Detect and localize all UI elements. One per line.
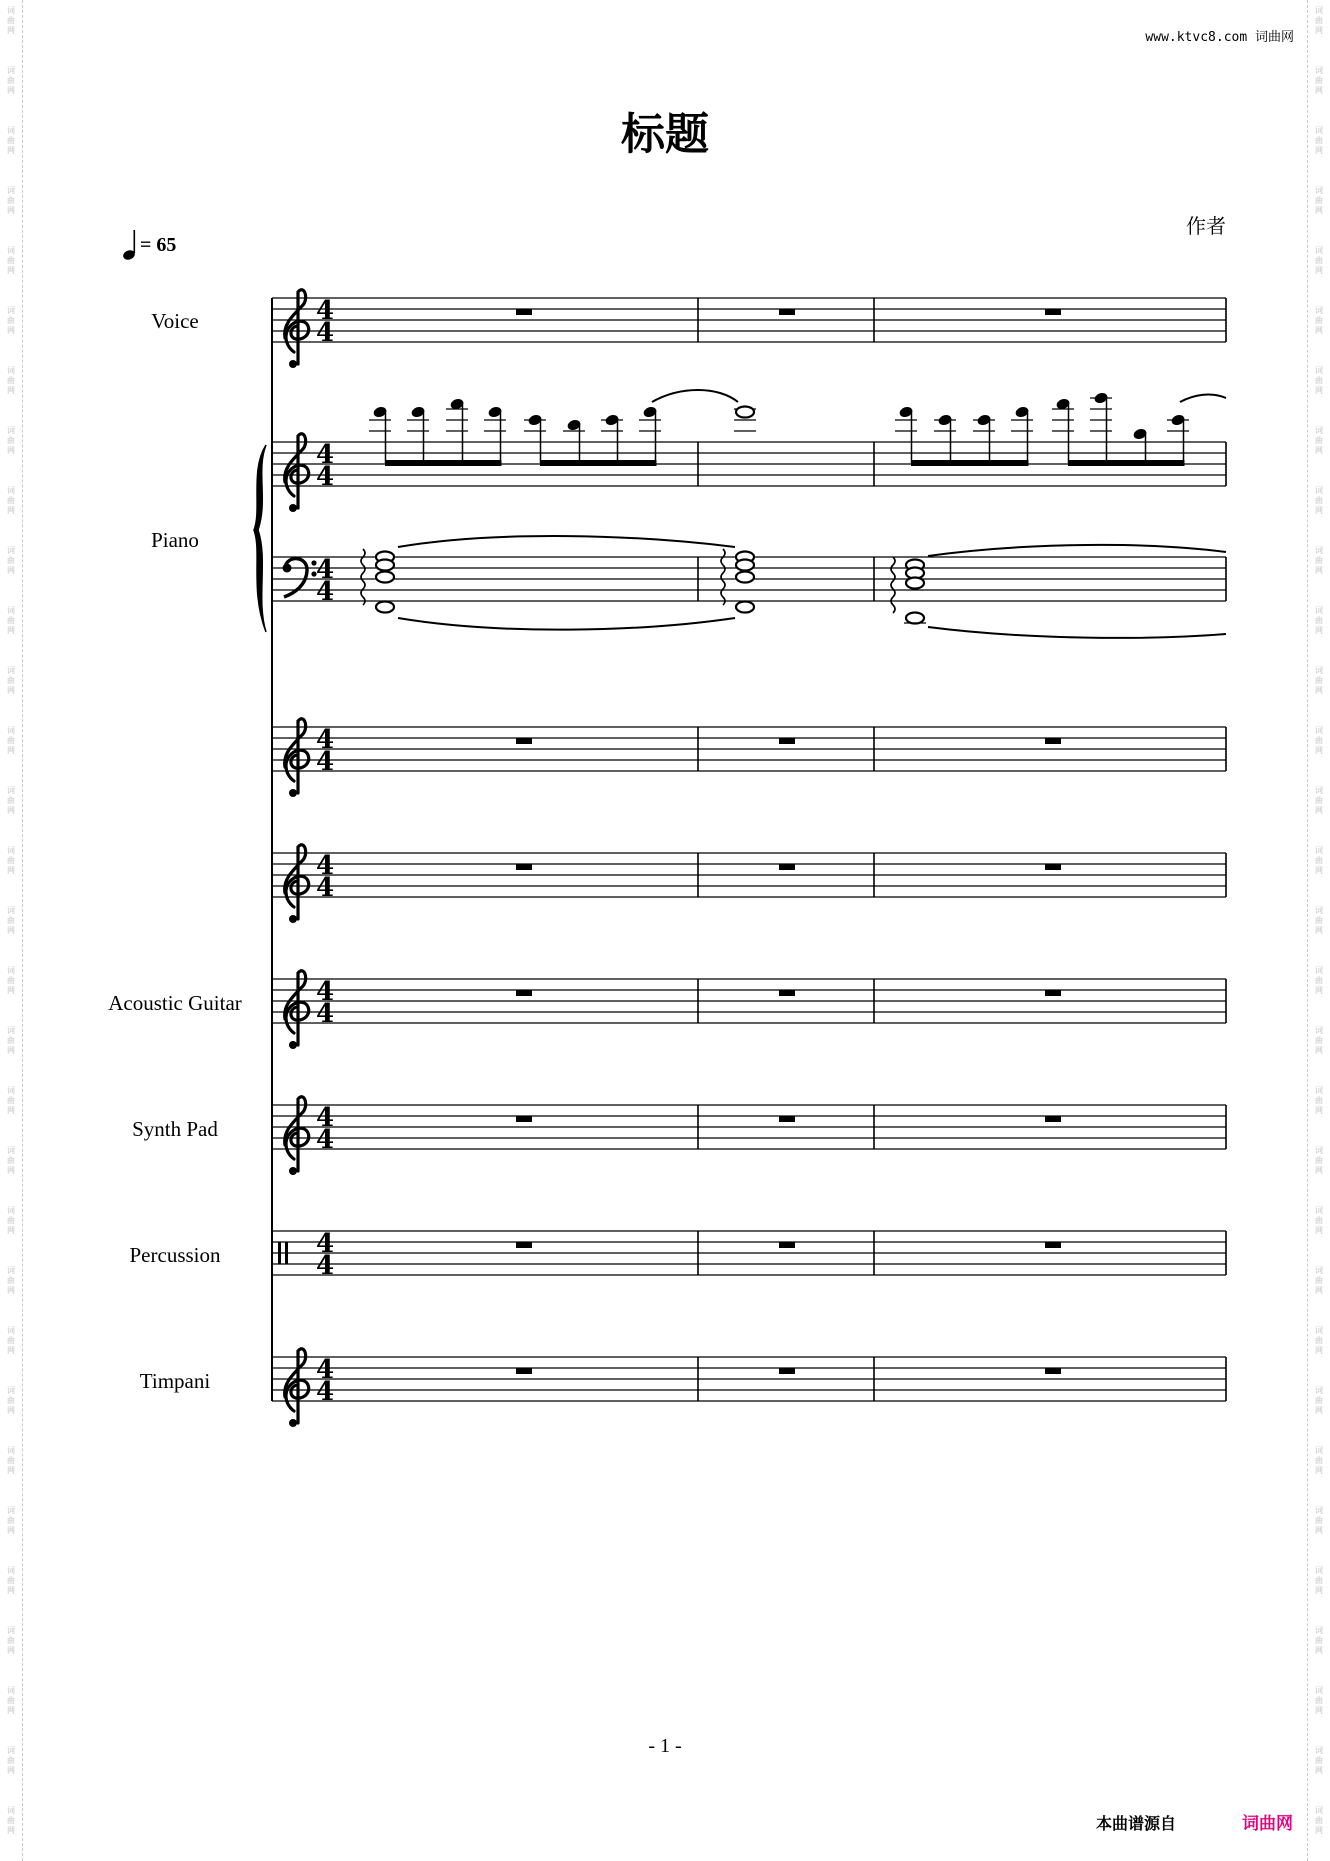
watermark-glyphs: 词 曲 网 <box>7 426 15 455</box>
treble-clef-icon <box>285 1349 309 1427</box>
watermark-glyphs: 词 曲 网 <box>7 1686 15 1715</box>
watermark-glyphs: 词 曲 网 <box>1315 6 1323 35</box>
time-signature-bottom: 4 <box>316 1251 335 1281</box>
whole-note <box>736 407 754 418</box>
whole-note <box>906 578 924 589</box>
staff <box>272 1231 1226 1275</box>
watermark-glyphs: 词 曲 网 <box>7 66 15 95</box>
whole-rest <box>1045 738 1061 744</box>
treble-clef-icon <box>285 434 309 512</box>
whole-note <box>736 560 754 571</box>
time-signature-bottom: 4 <box>316 462 335 492</box>
watermark-glyphs: 词 曲 网 <box>7 1206 15 1235</box>
watermark-glyphs: 词 曲 网 <box>7 666 15 695</box>
chord-measure-3 <box>891 557 895 613</box>
treble-clef-icon <box>285 1097 309 1175</box>
watermark-glyphs: 词 曲 网 <box>1315 1266 1323 1295</box>
time-signature-top: 4 <box>316 725 335 755</box>
watermark-glyphs: 词 曲 网 <box>1315 1686 1323 1715</box>
staff <box>272 1105 1226 1149</box>
watermark-glyphs: 词 曲 网 <box>7 1146 15 1175</box>
watermark-glyphs: 词 曲 网 <box>1315 1506 1323 1535</box>
watermark-glyphs: 词 曲 网 <box>1315 726 1323 755</box>
watermark-glyphs: 词 曲 网 <box>1315 1086 1323 1115</box>
time-signature-bottom: 4 <box>316 1377 335 1407</box>
watermark-glyphs: 词 曲 网 <box>7 1626 15 1655</box>
instrument-label-piano: Piano <box>151 528 199 552</box>
watermark-glyphs: 词 曲 网 <box>1315 906 1323 935</box>
treble-clef-icon <box>285 971 309 1049</box>
watermark-glyphs: 词 曲 网 <box>7 1086 15 1115</box>
whole-rest <box>516 1242 532 1248</box>
watermark-glyphs: 词 曲 网 <box>1315 846 1323 875</box>
staff <box>272 1357 1226 1401</box>
watermark-glyphs: 词 曲 网 <box>1315 546 1323 575</box>
time-signature-top: 4 <box>316 1103 335 1133</box>
watermark-glyphs: 词 曲 网 <box>7 966 15 995</box>
watermark-glyphs: 词 曲 网 <box>7 306 15 335</box>
whole-rest <box>779 1242 795 1248</box>
watermark-glyphs: 词 曲 网 <box>1315 246 1323 275</box>
watermark-glyphs: 词 曲 网 <box>7 606 15 635</box>
time-signature-top: 4 <box>316 296 335 326</box>
watermark-glyphs: 词 曲 网 <box>7 1026 15 1055</box>
watermark-glyphs: 词 曲 网 <box>1315 606 1323 635</box>
instrument-label-timpani: Timpani <box>139 1369 211 1393</box>
score-title: 标题 <box>621 109 709 160</box>
tie <box>398 536 735 547</box>
watermark-glyphs: 词 曲 网 <box>1315 1566 1323 1595</box>
watermark-glyphs: 词 曲 网 <box>7 246 15 275</box>
staff <box>272 727 1226 771</box>
watermark-glyphs: 词 曲 网 <box>1315 126 1323 155</box>
instrument-label-percussion: Percussion <box>129 1243 221 1267</box>
whole-note <box>376 602 394 613</box>
note-beam <box>911 460 1029 466</box>
watermark-glyphs: 词 曲 网 <box>7 726 15 755</box>
time-signature-top: 4 <box>316 1355 335 1385</box>
whole-note <box>376 560 394 571</box>
whole-rest <box>516 1368 532 1374</box>
watermark-glyphs: 词 曲 网 <box>7 126 15 155</box>
watermark-glyphs: 词 曲 网 <box>7 906 15 935</box>
watermark-glyphs: 词 曲 网 <box>7 1506 15 1535</box>
whole-rest <box>779 738 795 744</box>
watermark-glyphs: 词 曲 网 <box>7 846 15 875</box>
note-beam <box>540 460 657 466</box>
watermark-glyphs: 词 曲 网 <box>7 1386 15 1415</box>
time-signature-top: 4 <box>316 555 335 585</box>
whole-note <box>906 613 924 624</box>
tie <box>652 390 738 402</box>
time-signature-bottom: 4 <box>316 1125 335 1155</box>
source-text: 本曲谱源自 <box>1096 1814 1177 1833</box>
watermark-glyphs: 词 曲 网 <box>7 1446 15 1475</box>
watermark-glyphs: 词 曲 网 <box>1315 306 1323 335</box>
watermark-glyphs: 词 曲 网 <box>7 1266 15 1295</box>
watermark-glyphs: 词 曲 网 <box>7 1746 15 1775</box>
watermark-glyphs: 词 曲 网 <box>1315 66 1323 95</box>
watermark-glyphs: 词 曲 网 <box>1315 1326 1323 1355</box>
watermark-glyphs: 词 曲 网 <box>1315 1626 1323 1655</box>
watermark-glyphs: 词 曲 网 <box>1315 486 1323 515</box>
watermark-glyphs: 词 曲 网 <box>1315 1446 1323 1475</box>
time-signature-top: 4 <box>316 1229 335 1259</box>
whole-rest <box>779 1368 795 1374</box>
time-signature-bottom: 4 <box>316 318 335 348</box>
whole-note <box>736 572 754 583</box>
piano-brace-icon <box>254 445 266 632</box>
whole-rest <box>779 309 795 315</box>
tie <box>1180 395 1226 402</box>
time-signature-bottom: 4 <box>316 873 335 903</box>
whole-rest <box>1045 990 1061 996</box>
bass-clef-icon <box>283 559 317 597</box>
time-signature-top: 4 <box>316 440 335 470</box>
watermark-glyphs: 词 曲 网 <box>1315 1806 1323 1835</box>
staff <box>272 853 1226 897</box>
watermark-glyphs: 词 曲 网 <box>1315 426 1323 455</box>
watermark-glyphs: 词 曲 网 <box>7 1566 15 1595</box>
whole-rest <box>779 864 795 870</box>
watermark-glyphs: 词 曲 网 <box>1315 966 1323 995</box>
tie <box>398 618 735 630</box>
watermark-glyphs: 词 曲 网 <box>7 1326 15 1355</box>
time-signature-bottom: 4 <box>316 577 335 607</box>
tie <box>928 627 1226 638</box>
staff <box>272 298 1226 342</box>
whole-rest <box>516 309 532 315</box>
composer: 作者 <box>1186 214 1226 238</box>
time-signature-top: 4 <box>316 851 335 881</box>
whole-rest <box>516 864 532 870</box>
watermark-glyphs: 词 曲 网 <box>7 186 15 215</box>
whole-rest <box>1045 1368 1061 1374</box>
time-signature-bottom: 4 <box>316 747 335 777</box>
watermark-glyphs: 词 曲 网 <box>1315 786 1323 815</box>
watermark-glyphs: 词 曲 网 <box>7 546 15 575</box>
time-signature-bottom: 4 <box>316 999 335 1029</box>
watermark-glyphs: 词 曲 网 <box>7 1806 15 1835</box>
time-signature-top: 4 <box>316 977 335 1007</box>
site-url[interactable]: www.ktvc8.com 词曲网 <box>1145 30 1294 45</box>
tempo-value: = 65 <box>140 233 177 256</box>
note-beam <box>385 460 502 466</box>
instrument-label-voice: Voice <box>151 309 199 333</box>
watermark-glyphs: 词 曲 网 <box>1315 1746 1323 1775</box>
whole-rest <box>1045 309 1061 315</box>
whole-rest <box>516 738 532 744</box>
tie <box>928 545 1226 556</box>
whole-rest <box>516 990 532 996</box>
staff <box>272 979 1226 1023</box>
watermark-glyphs: 词 曲 网 <box>1315 1386 1323 1415</box>
whole-note <box>736 602 754 613</box>
whole-rest <box>1045 1116 1061 1122</box>
arpeggio-icon <box>891 557 895 613</box>
treble-clef-icon <box>285 845 309 923</box>
watermark-glyphs: 词 曲 网 <box>1315 366 1323 395</box>
watermark-glyphs: 词 曲 网 <box>7 486 15 515</box>
instrument-label-synth-pad: Synth Pad <box>132 1117 218 1141</box>
whole-rest <box>779 1116 795 1122</box>
note-beam <box>1068 460 1185 466</box>
page-number: - 1 - <box>648 1735 682 1757</box>
whole-note <box>376 572 394 583</box>
watermark-glyphs: 词 曲 网 <box>1315 1026 1323 1055</box>
watermark-glyphs: 词 曲 网 <box>1315 666 1323 695</box>
watermark-glyphs: 词 曲 网 <box>7 6 15 35</box>
whole-rest <box>1045 864 1061 870</box>
source-logo[interactable]: 词曲网 <box>1242 1814 1293 1834</box>
whole-rest <box>1045 1242 1061 1248</box>
watermark-glyphs: 词 曲 网 <box>1315 1206 1323 1235</box>
watermark-glyphs: 词 曲 网 <box>7 366 15 395</box>
instrument-label-acoustic-guitar: Acoustic Guitar <box>108 991 242 1015</box>
watermark-glyphs: 词 曲 网 <box>1315 1146 1323 1175</box>
watermark-glyphs: 词 曲 网 <box>7 786 15 815</box>
treble-clef-icon <box>285 290 309 368</box>
whole-rest <box>779 990 795 996</box>
watermark-glyphs: 词 曲 网 <box>1315 186 1323 215</box>
whole-rest <box>516 1116 532 1122</box>
treble-clef-icon <box>285 719 309 797</box>
